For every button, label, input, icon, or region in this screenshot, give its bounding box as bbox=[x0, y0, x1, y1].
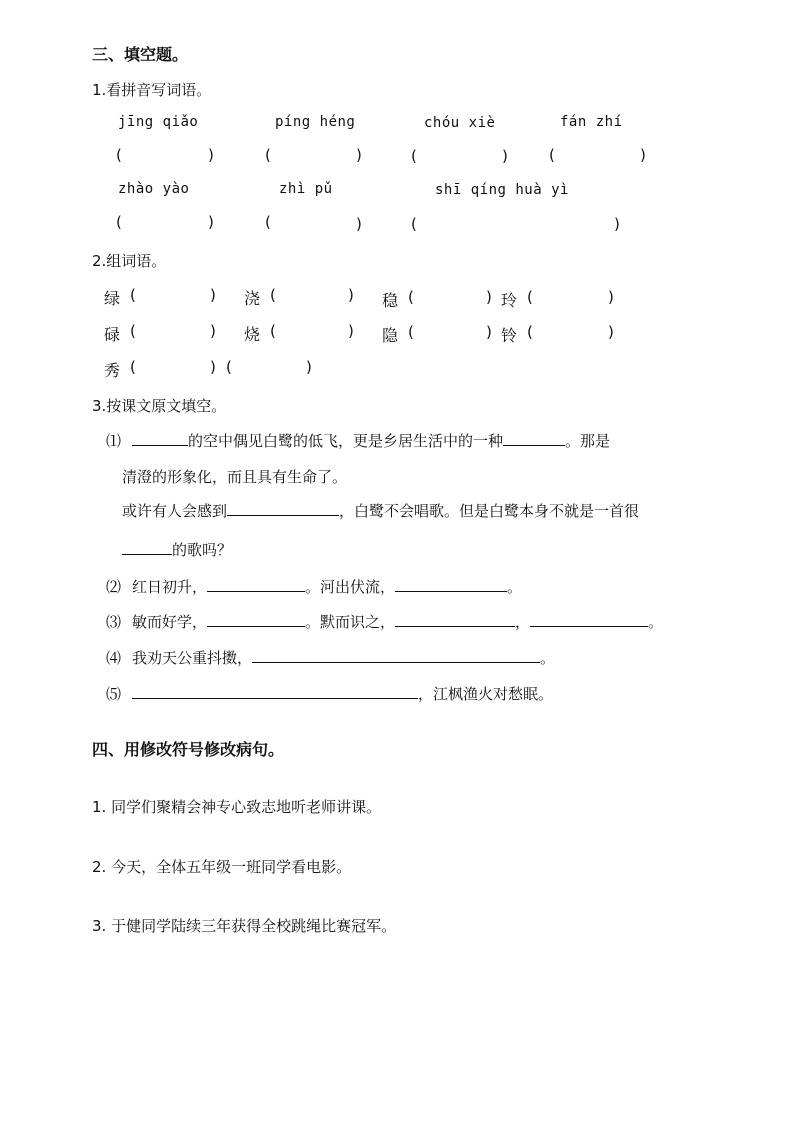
fill-blank[interactable] bbox=[252, 648, 540, 663]
fill-blank[interactable] bbox=[503, 431, 565, 446]
section3-title: 三、填空题。 bbox=[92, 45, 189, 64]
answer-paren-open[interactable]: ( bbox=[226, 358, 232, 376]
answer-paren-close: ) bbox=[608, 288, 614, 306]
fill-blank[interactable] bbox=[530, 612, 648, 627]
word-char: 秀 bbox=[104, 361, 121, 380]
q2-title: 2.组词语。 bbox=[92, 252, 167, 270]
q3-item-5-line: ，江枫渔火对愁眠。 bbox=[132, 683, 553, 704]
q3-item-1-line4: 的歌吗？ bbox=[122, 539, 232, 560]
answer-paren-close: ) bbox=[356, 215, 362, 233]
fill-blank[interactable] bbox=[227, 501, 339, 516]
fill-blank[interactable] bbox=[122, 540, 172, 555]
q3-item-number: ⑵ bbox=[106, 578, 122, 596]
answer-paren-close: ) bbox=[486, 323, 492, 341]
sentence-item: 1. 同学们聚精会神专心致志地听老师讲课。 bbox=[92, 798, 382, 816]
pinyin-3: chóu xiè bbox=[424, 115, 496, 131]
word-char: 稳 bbox=[382, 291, 399, 310]
answer-paren-close: ) bbox=[608, 323, 614, 341]
answer-paren-open[interactable]: ( bbox=[130, 286, 136, 304]
answer-paren-open[interactable]: ( bbox=[265, 213, 271, 231]
word-char: 铃 bbox=[501, 326, 518, 345]
answer-paren-close: ) bbox=[210, 358, 216, 376]
q3-item-1-line3: 或许有人会感到 ，白鹭不会唱歌。但是白鹭本身不就是一首很 bbox=[122, 502, 640, 520]
fill-blank[interactable] bbox=[395, 577, 507, 592]
fill-blank[interactable] bbox=[132, 684, 418, 699]
q3-item-number: ⑴ bbox=[106, 432, 122, 450]
q3-item-3-line: 敏而好学， 。默而识之， ， 。 bbox=[132, 613, 664, 631]
answer-paren-open[interactable]: ( bbox=[270, 322, 276, 340]
pinyin-6: zhì pǔ bbox=[279, 181, 333, 197]
answer-paren-open[interactable]: ( bbox=[408, 323, 414, 341]
answer-paren-close: ) bbox=[210, 322, 216, 340]
answer-paren-open[interactable]: ( bbox=[527, 288, 533, 306]
answer-paren-open[interactable]: ( bbox=[116, 213, 122, 231]
answer-paren-open[interactable]: ( bbox=[549, 146, 555, 164]
q3-item-4-line: 我劝天公重抖擞， 。 bbox=[132, 649, 556, 667]
answer-paren-open[interactable]: ( bbox=[411, 147, 417, 165]
fill-blank[interactable] bbox=[207, 612, 305, 627]
sentence-item: 2. 今天，全体五年级一班同学看电影。 bbox=[92, 858, 352, 876]
answer-paren-close: ) bbox=[356, 146, 362, 164]
answer-paren-open[interactable]: ( bbox=[527, 323, 533, 341]
word-char: 绿 bbox=[104, 289, 121, 308]
q3-item-number: ⑷ bbox=[106, 649, 122, 667]
pinyin-4: fán zhí bbox=[560, 114, 623, 130]
answer-paren-close: ) bbox=[614, 215, 620, 233]
answer-paren-open[interactable]: ( bbox=[130, 322, 136, 340]
sentence-item: 3. 于健同学陆续三年获得全校跳绳比赛冠军。 bbox=[92, 917, 397, 935]
answer-paren-open[interactable]: ( bbox=[408, 288, 414, 306]
q3-item-number: ⑶ bbox=[106, 613, 122, 631]
answer-paren-close: ) bbox=[208, 213, 214, 231]
answer-paren-open[interactable]: ( bbox=[265, 146, 271, 164]
answer-paren-close: ) bbox=[210, 286, 216, 304]
q3-title: 3.按课文原文填空。 bbox=[92, 397, 227, 415]
word-char: 隐 bbox=[382, 326, 399, 345]
pinyin-5: zhào yào bbox=[118, 181, 190, 197]
answer-paren-open[interactable]: ( bbox=[116, 146, 122, 164]
word-char: 碌 bbox=[104, 325, 121, 344]
answer-paren-close: ) bbox=[348, 286, 354, 304]
answer-paren-close: ) bbox=[348, 322, 354, 340]
answer-paren-close: ) bbox=[306, 358, 312, 376]
q3-item-1-line2: 清澄的形象化，而且具有生命了。 bbox=[122, 468, 348, 486]
answer-paren-close: ) bbox=[486, 288, 492, 306]
answer-paren-close: ) bbox=[208, 146, 214, 164]
answer-paren-open[interactable]: ( bbox=[270, 286, 276, 304]
word-char: 浇 bbox=[244, 289, 261, 308]
q3-item-number: ⑸ bbox=[106, 685, 122, 703]
answer-paren-open[interactable]: ( bbox=[130, 358, 136, 376]
fill-blank[interactable] bbox=[207, 577, 305, 592]
q3-item-2-line: 红日初升， 。河出伏流， 。 bbox=[132, 578, 523, 596]
section4-title: 四、用修改符号修改病句。 bbox=[92, 740, 285, 759]
fill-blank[interactable] bbox=[395, 612, 515, 627]
q3-item-1-line1: 的空中偶见白鹭的低飞，更是乡居生活中的一种 。那是 bbox=[132, 430, 610, 451]
word-char: 烧 bbox=[244, 325, 261, 344]
q1-title: 1.看拼音写词语。 bbox=[92, 81, 212, 99]
answer-paren-open[interactable]: ( bbox=[411, 215, 417, 233]
pinyin-2: píng héng bbox=[275, 114, 356, 130]
pinyin-7: shī qíng huà yì bbox=[435, 182, 569, 198]
word-char: 玲 bbox=[501, 291, 518, 310]
answer-paren-close: ) bbox=[640, 146, 646, 164]
answer-paren-close: ) bbox=[502, 147, 508, 165]
fill-blank[interactable] bbox=[132, 431, 188, 446]
pinyin-1: jīng qiǎo bbox=[118, 114, 199, 130]
